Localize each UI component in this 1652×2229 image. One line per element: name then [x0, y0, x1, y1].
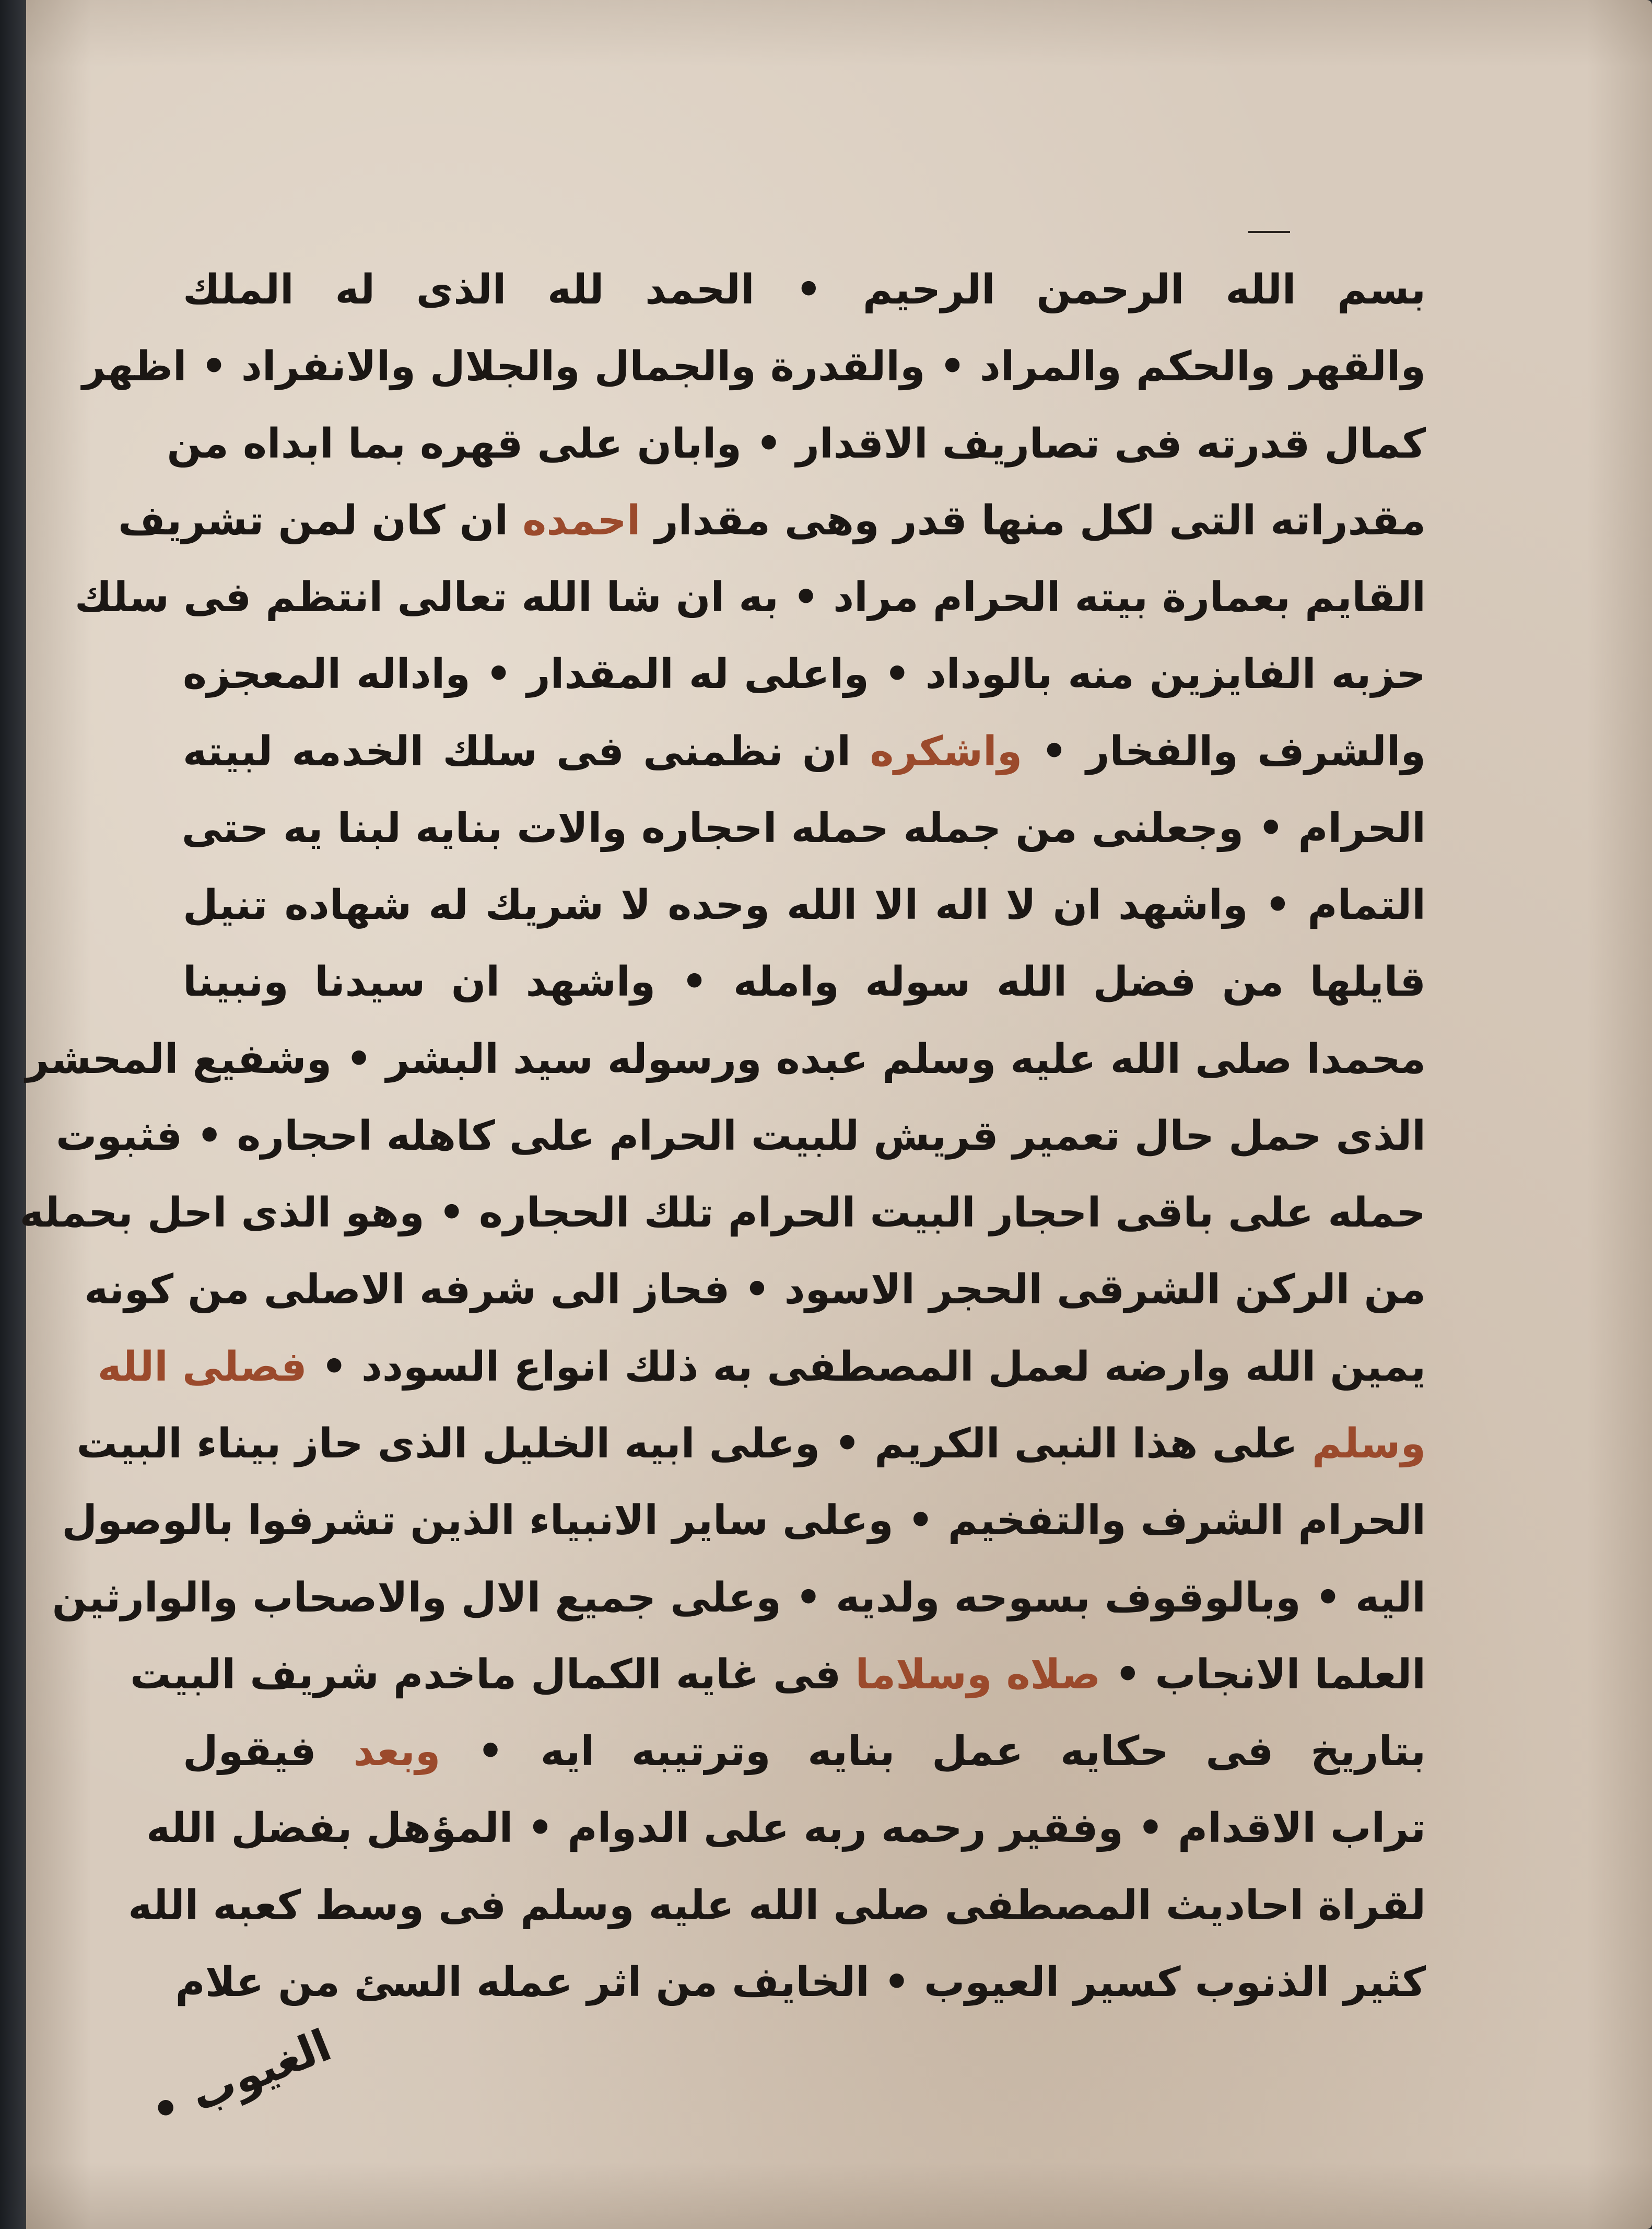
- text-line: [175, 1954, 1426, 2011]
- text-block: [19, 261, 1426, 2011]
- rubric-word: وسلم: [1311, 1420, 1426, 1467]
- text-segment: محمدا صلى الله عليه وسلم عبده ورسوله سيد البشر • وشفيع المحشر: [26, 1035, 1426, 1083]
- text-line: [76, 1415, 1426, 1473]
- text-segment: القايم بعمارة بيته الحرام مراد • به ان شا الله تعالى انتظم فى سلك: [74, 574, 1426, 622]
- rubric-word: واشكره: [870, 728, 1023, 775]
- text-segment: الحرام الشرف والتفخيم • وعلى ساير الانبياء الذين تشرفوا بالوصول: [62, 1497, 1426, 1545]
- text-line: [146, 1800, 1426, 1857]
- catchword: الغيوب •: [143, 2019, 338, 2138]
- text-segment: فيقول: [183, 1728, 354, 1776]
- manuscript-page: [19, 0, 1652, 2229]
- text-line: [84, 1261, 1426, 1318]
- text-segment: فى غايه الكمال ماخدم شريف البيت: [130, 1651, 856, 1698]
- text-line: [62, 1492, 1426, 1549]
- text-line: [26, 1031, 1426, 1088]
- text-line: [19, 1184, 1426, 1242]
- text-segment: قايلها من فضل الله سوله وامله • واشهد ان سيدنا ونبينا: [183, 959, 1426, 1006]
- text-segment: حمله على باقى احجار البيت الحرام تلك الحجاره • وهو الذى احل بحمله: [19, 1189, 1426, 1237]
- text-segment: من الركن الشرقى الحجر الاسود • فحاز الى شرفه الاصلى من كونه: [84, 1266, 1426, 1314]
- text-segment: بتاريخ فى حكايه عمل بنايه وترتيبه ايه •: [440, 1728, 1426, 1776]
- text-segment: كمال قدرته فى تصاريف الاقدار • وابان على قهره بما ابداه من: [167, 420, 1426, 468]
- text-line: [183, 261, 1426, 319]
- text-line: [183, 646, 1426, 703]
- text-segment: تراب الاقدام • وفقير رحمه ربه على الدوام • المؤهل بفضل الله: [146, 1805, 1426, 1852]
- text-segment: ان كان لمن تشريف: [118, 497, 523, 544]
- text-line: [97, 1338, 1426, 1396]
- text-segment: العلما الانجاب •: [1100, 1651, 1426, 1698]
- rubric-word: فصلى الله: [97, 1343, 307, 1391]
- text-line: [183, 877, 1426, 934]
- rubric-word: احمده: [522, 497, 641, 544]
- text-segment: كثير الذنوب كسير العيوب • الخايف من اثر عمله السئ من علام: [175, 1958, 1426, 2006]
- text-line: [118, 492, 1426, 550]
- text-line: [82, 338, 1426, 395]
- text-line: [183, 953, 1426, 1011]
- text-line: [74, 569, 1426, 626]
- text-line: [130, 1646, 1426, 1703]
- text-line: [183, 800, 1426, 857]
- text-segment: والشرف والفخار •: [1022, 728, 1426, 775]
- text-segment: الذى حمل حال تعمير قريش للبيت الحرام على كاهله احجاره • فثبوت: [56, 1112, 1426, 1160]
- text-segment: بسم الله الرحمن الرحيم • الحمد لله الذى له الملك: [183, 266, 1426, 313]
- ruling-mark: [1248, 231, 1290, 233]
- text-segment: التمام • واشهد ان لا اله الا الله وحده لا شريك له شهاده تنيل: [183, 882, 1426, 929]
- rubric-word: وبعد: [353, 1728, 441, 1776]
- text-segment: اليه • وبالوقوف بسوحه ولديه • وعلى جميع الال والاصحاب والوارثين: [52, 1574, 1426, 1621]
- text-line: [52, 1569, 1426, 1627]
- text-segment: والقهر والحكم والمراد • والقدرة والجمال والجلال والانفراد • اظهر: [82, 343, 1426, 391]
- text-line: [183, 723, 1426, 780]
- text-line: [56, 1107, 1426, 1165]
- text-segment: ان نظمنى فى سلك الخدمه لبيته: [183, 728, 870, 775]
- text-line: [128, 1877, 1426, 1934]
- text-segment: لقراة احاديث المصطفى صلى الله عليه وسلم فى وسط كعبه الله: [128, 1882, 1426, 1929]
- text-segment: حزبه الفايزين منه بالوداد • واعلى له المقدار • واداله المعجزه: [183, 651, 1426, 698]
- text-segment: على هذا النبى الكريم • وعلى ابيه الخليل الذى حاز بيناء البيت: [76, 1420, 1312, 1467]
- text-segment: مقدراته التى لكل منها قدر وهى مقدار: [640, 497, 1426, 544]
- text-line: [167, 415, 1426, 473]
- text-line: [183, 1723, 1426, 1780]
- rubric-word: صلاه وسلاما: [855, 1651, 1101, 1698]
- text-segment: الحرام • وجعلنى من جمله حمله احجاره والات بنايه لبنا يه حتى: [181, 804, 1426, 852]
- text-segment: يمين الله وارضه لعمل المصطفى به ذلك انواع السودد •: [307, 1343, 1426, 1391]
